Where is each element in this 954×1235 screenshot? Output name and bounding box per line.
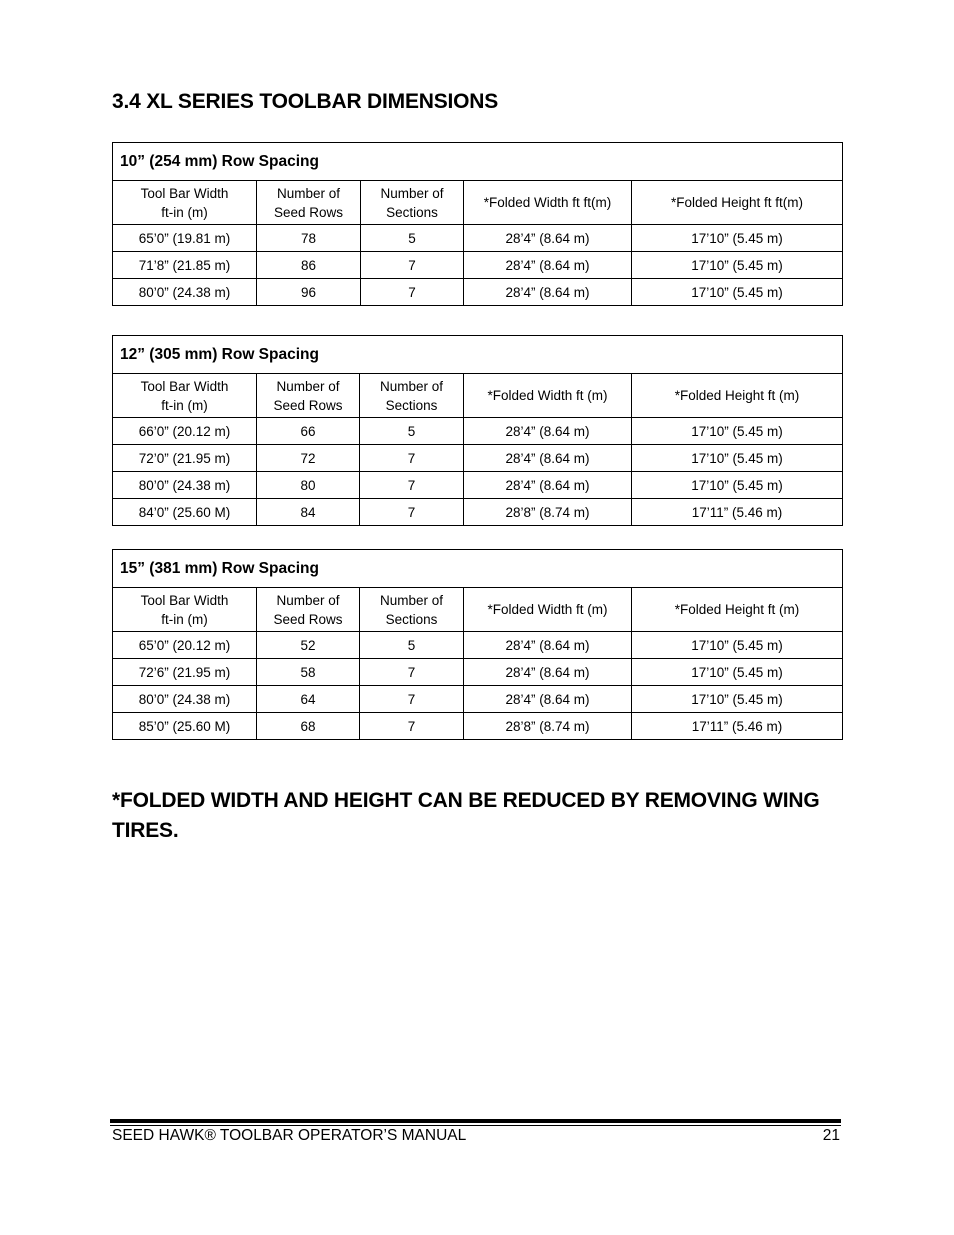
table-cell: 17’10” (5.45 m) (632, 472, 843, 499)
table-caption: 12” (305 mm) Row Spacing (113, 336, 843, 374)
column-header: *Folded Height ft (m) (632, 588, 843, 632)
column-header: Tool Bar Width ft-in (m) (113, 181, 257, 225)
table-cell: 52 (257, 632, 360, 659)
table-cell: 28’4” (8.64 m) (464, 225, 632, 252)
table-cell: 28’4” (8.64 m) (464, 418, 632, 445)
table-cell: 17’10” (5.45 m) (632, 632, 843, 659)
table-cell: 5 (361, 225, 464, 252)
column-header: Number of Sections (360, 588, 464, 632)
column-header: Number of Seed Rows (257, 374, 360, 418)
table-cell: 17’10” (5.45 m) (632, 252, 843, 279)
table-row (113, 472, 843, 499)
footer-manual-title: SEED HAWK® TOOLBAR OPERATOR’S MANUAL (112, 1127, 467, 1144)
column-header: Number of Sections (360, 374, 464, 418)
column-header: Number of Sections (361, 181, 464, 225)
table-cell: 28’4” (8.64 m) (464, 472, 632, 499)
table-cell: 72’0” (21.95 m) (113, 445, 257, 472)
table-cell: 85’0” (25.60 M) (113, 713, 257, 740)
column-header: Number of Seed Rows (257, 181, 361, 225)
table-cell: 66 (257, 418, 360, 445)
table-cell: 72’6” (21.95 m) (113, 659, 257, 686)
table-cell: 72 (257, 445, 360, 472)
section-title: 3.4 XL SERIES TOOLBAR DIMENSIONS (112, 90, 499, 113)
dimensions-table-15in (112, 549, 843, 740)
table-row (113, 686, 843, 713)
page-number: 21 (822, 1127, 840, 1144)
table-cell: 68 (257, 713, 360, 740)
table-cell: 17’10” (5.45 m) (632, 225, 843, 252)
table-cell: 17’11” (5.46 m) (632, 713, 843, 740)
column-header: *Folded Width ft ft(m) (464, 181, 632, 225)
table-caption: 15” (381 mm) Row Spacing (113, 550, 843, 588)
folded-dimensions-note: *FOLDED WIDTH AND HEIGHT CAN BE REDUCED BY REMOVING WING TIRES. (112, 789, 820, 842)
table-cell: 28’4” (8.64 m) (464, 445, 632, 472)
table-cell: 65’0” (19.81 m) (113, 225, 257, 252)
table-cell: 58 (257, 659, 360, 686)
table-row (113, 499, 843, 526)
table-cell: 96 (257, 279, 361, 306)
table-cell: 65’0” (20.12 m) (113, 632, 257, 659)
table-row (113, 279, 843, 306)
table-cell: 28’4” (8.64 m) (464, 686, 632, 713)
table-cell: 7 (360, 659, 464, 686)
table-caption: 10” (254 mm) Row Spacing (113, 143, 843, 181)
column-header: *Folded Height ft ft(m) (632, 181, 843, 225)
table-cell: 7 (360, 686, 464, 713)
table-cell: 28’8” (8.74 m) (464, 499, 632, 526)
table-cell: 5 (360, 418, 464, 445)
table-cell: 7 (361, 279, 464, 306)
column-header: Number of Seed Rows (257, 588, 360, 632)
table-cell: 28’8” (8.74 m) (464, 713, 632, 740)
table-cell: 64 (257, 686, 360, 713)
table-cell: 28’4” (8.64 m) (464, 632, 632, 659)
footer-divider (110, 1119, 841, 1123)
column-header: Tool Bar Width ft-in (m) (113, 588, 257, 632)
table-row (113, 252, 843, 279)
table-row (113, 659, 843, 686)
table-row (113, 445, 843, 472)
table-cell: 84 (257, 499, 360, 526)
table-cell: 80’0” (24.38 m) (113, 686, 257, 713)
column-header: *Folded Height ft (m) (632, 374, 843, 418)
table-cell: 78 (257, 225, 361, 252)
dimensions-table-10in (112, 142, 843, 306)
table-cell: 28’4” (8.64 m) (464, 279, 632, 306)
table-cell: 17’11” (5.46 m) (632, 499, 843, 526)
footer-divider-thin (110, 1125, 841, 1126)
table-cell: 7 (360, 499, 464, 526)
table-cell: 66’0” (20.12 m) (113, 418, 257, 445)
table-cell: 7 (360, 472, 464, 499)
table-cell: 84’0” (25.60 M) (113, 499, 257, 526)
table-cell: 7 (360, 713, 464, 740)
table-cell: 5 (360, 632, 464, 659)
table-cell: 80’0” (24.38 m) (113, 279, 257, 306)
table-cell: 7 (360, 445, 464, 472)
table-cell: 17’10” (5.45 m) (632, 445, 843, 472)
table-cell: 7 (361, 252, 464, 279)
table-row (113, 713, 843, 740)
table-cell: 17’10” (5.45 m) (632, 659, 843, 686)
column-header: Tool Bar Width ft-in (m) (113, 374, 257, 418)
table-row (113, 418, 843, 445)
table-cell: 86 (257, 252, 361, 279)
table-cell: 17’10” (5.45 m) (632, 418, 843, 445)
table-cell: 17’10” (5.45 m) (632, 279, 843, 306)
column-header: *Folded Width ft (m) (464, 588, 632, 632)
table-cell: 71’8” (21.85 m) (113, 252, 257, 279)
table-cell: 80’0” (24.38 m) (113, 472, 257, 499)
column-header: *Folded Width ft (m) (464, 374, 632, 418)
dimensions-table-12in (112, 335, 843, 526)
table-cell: 28’4” (8.64 m) (464, 659, 632, 686)
table-cell: 80 (257, 472, 360, 499)
table-row (113, 225, 843, 252)
table-row (113, 632, 843, 659)
table-cell: 28’4” (8.64 m) (464, 252, 632, 279)
table-cell: 17’10” (5.45 m) (632, 686, 843, 713)
